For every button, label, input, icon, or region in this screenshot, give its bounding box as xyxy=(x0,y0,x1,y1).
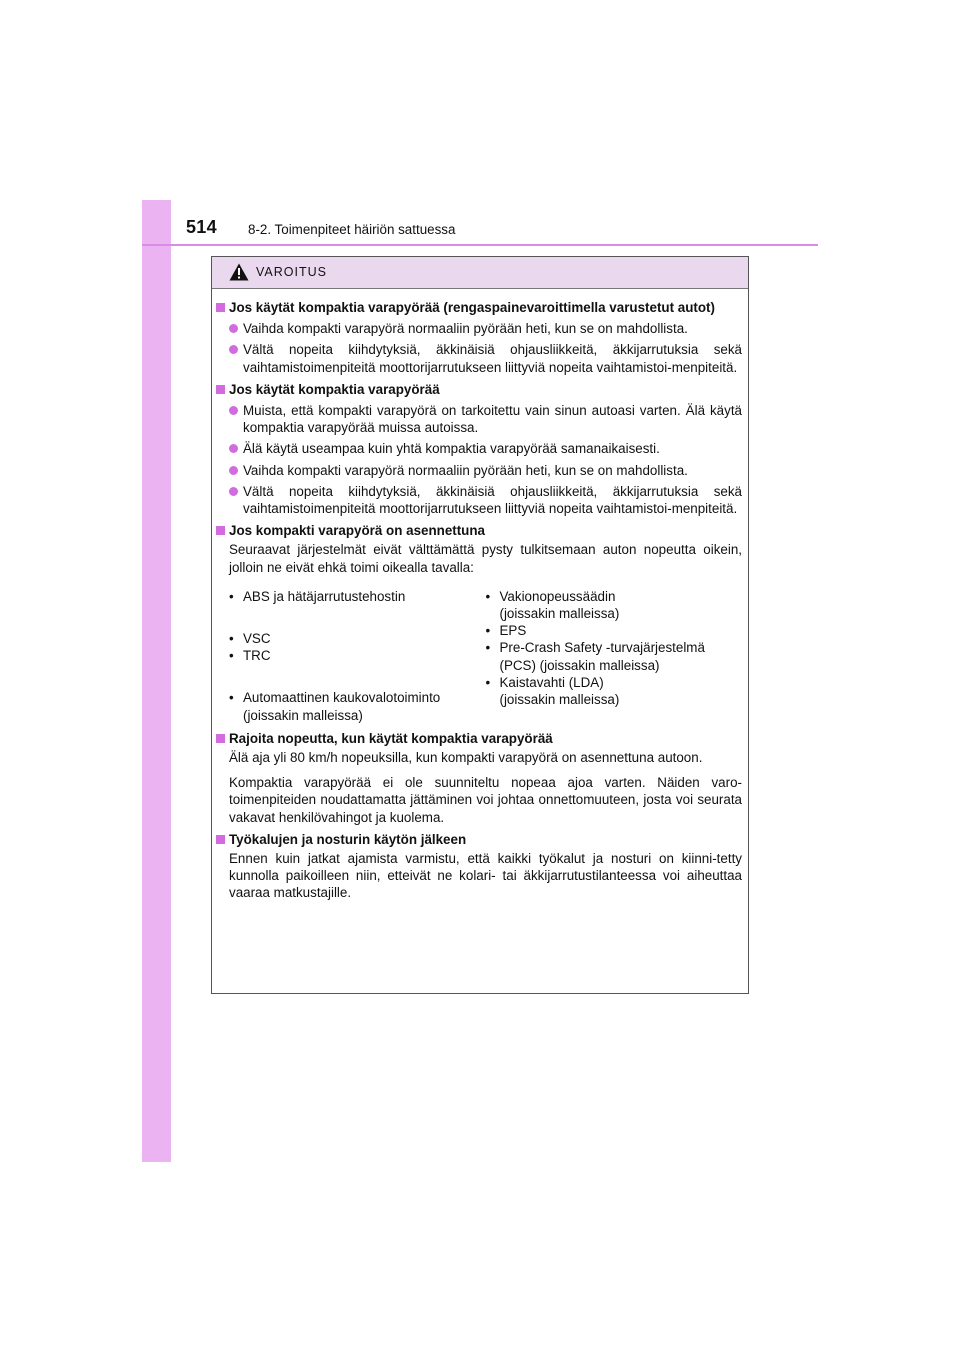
system-item: • Kaistavahti (LDA) (joissakin malleissa) xyxy=(486,674,743,708)
section-heading: Työkalujen ja nosturin käytön jälkeen xyxy=(229,831,467,847)
section-heading: Jos käytät kompaktia varapyörää xyxy=(229,381,440,397)
section-after-tools xyxy=(216,831,742,902)
circle-bullet-icon xyxy=(229,345,238,354)
system-item: • ABS ja hätäjarrutustehostin xyxy=(229,588,486,605)
systems-list xyxy=(216,588,742,724)
section-heading: Jos kompakti varapyörä on asennettuna xyxy=(229,523,485,539)
list-item: Vaihda kompakti varapyörä normaaliin pyörään heti, kun se on mahdollista. xyxy=(216,320,742,337)
systems-list-left xyxy=(229,588,486,724)
section-heading: Jos käytät kompaktia varapyörää (rengaspainevaroittimella varustetut autot) xyxy=(229,300,715,315)
paragraph: Kompaktia varapyörää ei ole suunniteltu nopeaa ajoa varten. Näiden varo-toimenpiteiden noudattamatta jättäminen voi johtaa onnettomuuteen, josta voi seurata vakavat henkilövahingot ja kuolema. xyxy=(229,775,742,825)
warning-header xyxy=(212,257,748,289)
circle-bullet-icon xyxy=(229,444,238,453)
square-bullet-icon xyxy=(216,734,225,743)
paragraph: Ennen kuin jatkat ajamista varmistu, että kaikki työkalut ja nosturi on kiinni-tetty kunnolla paikoilleen niin, etteivät ne kolari- tai äkkijarrutustilanteessa voi aiheuttaa vaaraa matkustajille. xyxy=(229,851,742,901)
system-item: • Automaattinen kaukovalotoiminto (joissakin malleissa) xyxy=(229,689,486,723)
list-item: Vältä nopeita kiihdytyksiä, äkkinäisiä ohjausliikkeitä, äkkijarrutuksia sekä vaihtamistoimenpiteitä moottorijarrutukseen liittyviä nopeita vaihtamistoi-menpiteitä. xyxy=(216,341,742,375)
circle-bullet-icon xyxy=(229,466,238,475)
circle-bullet-icon xyxy=(229,324,238,333)
circle-bullet-icon xyxy=(229,487,238,496)
section-spare-installed xyxy=(216,522,742,724)
warning-triangle-icon xyxy=(229,263,249,281)
system-item: • EPS xyxy=(486,622,743,639)
section-compact-spare-tpws xyxy=(216,299,742,376)
square-bullet-icon xyxy=(216,385,225,394)
system-item: • VSC xyxy=(229,630,486,647)
paragraph: Seuraavat järjestelmät eivät välttämättä pysty tulkitsemaan auton nopeutta oikein, jolloin ne eivät ehkä toimi oikealla tavalla: xyxy=(229,542,742,575)
page-number: 514 xyxy=(186,217,217,237)
systems-list-right xyxy=(486,588,743,724)
list-item: Vältä nopeita kiihdytyksiä, äkkinäisiä ohjausliikkeitä, äkkijarrutuksia sekä vaihtamistoimenpiteitä moottorijarrutukseen liittyviä nopeita vaihtamistoi-menpiteitä. xyxy=(216,483,742,517)
section-title: 8-2. Toimenpiteet häiriön sattuessa xyxy=(248,222,456,237)
section-compact-spare xyxy=(216,381,742,517)
list-item: Muista, että kompakti varapyörä on tarkoitettu vain sinun autoasi varten. Älä käytä kompaktia varapyörää muissa autoissa. xyxy=(216,402,742,436)
square-bullet-icon xyxy=(216,526,225,535)
list-item: Älä käytä useampaa kuin yhtä kompaktia varapyörää samanaikaisesti. xyxy=(216,440,742,457)
warning-box xyxy=(211,256,749,994)
list-item: Vaihda kompakti varapyörä normaaliin pyörään heti, kun se on mahdollista. xyxy=(216,462,742,479)
section-limit-speed xyxy=(216,730,742,826)
warning-content xyxy=(216,299,742,907)
warning-title: VAROITUS xyxy=(256,265,327,279)
square-bullet-icon xyxy=(216,835,225,844)
system-item: • Vakionopeussäädin (joissakin malleissa) xyxy=(486,588,743,622)
circle-bullet-icon xyxy=(229,406,238,415)
header-divider xyxy=(142,244,818,246)
system-item: • TRC xyxy=(229,647,486,664)
side-color-band xyxy=(142,200,171,1162)
section-heading: Rajoita nopeutta, kun käytät kompaktia varapyörää xyxy=(229,730,553,746)
square-bullet-icon xyxy=(216,303,225,312)
paragraph: Älä aja yli 80 km/h nopeuksilla, kun kompakti varapyörä on asennettuna autoon. xyxy=(229,750,703,766)
system-item: • Pre-Crash Safety -turvajärjestelmä (PCS) (joissakin malleissa) xyxy=(486,639,743,673)
